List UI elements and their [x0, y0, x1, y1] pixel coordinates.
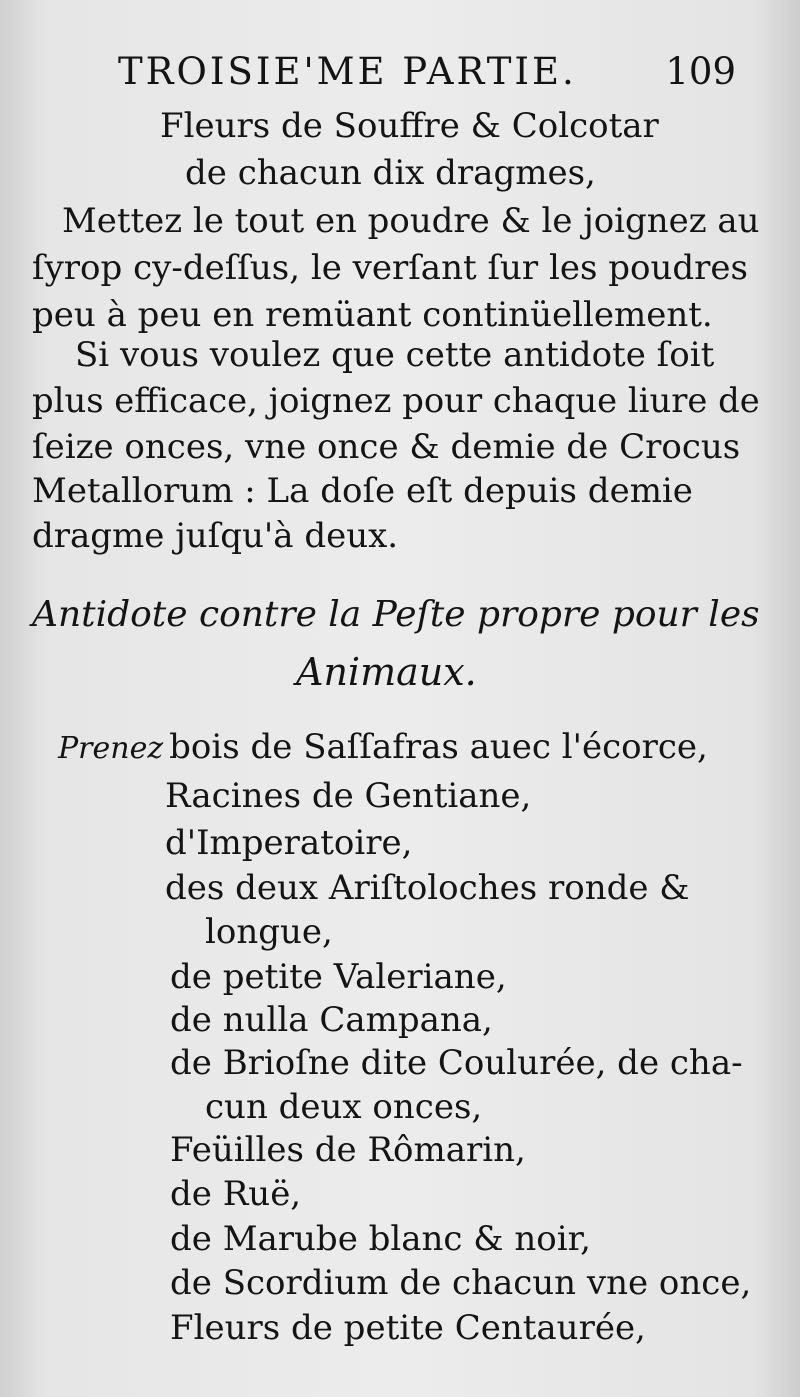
page-number: 109 — [665, 50, 736, 93]
recipe-line: de Ruë, — [170, 1174, 302, 1214]
paragraph-line: Si vous voulez que cette antidote ſoit — [75, 335, 715, 375]
recipe-line: de Brioſne dite Coulurée, de cha- — [170, 1043, 743, 1083]
running-head — [118, 50, 736, 93]
recipe-line: cun deux onces, — [205, 1087, 483, 1127]
paragraph-line: plus efficace, joignez pour chaque liure de — [32, 381, 760, 420]
recipe-lead-word: Prenez — [58, 731, 164, 766]
recipe-first-line — [58, 727, 708, 769]
recipe-line: longue, — [205, 912, 333, 952]
paragraph-line: dragme juſqu'à deux. — [32, 516, 399, 556]
paragraph-line: Metallorum : La doſe eſt depuis demie — [32, 471, 693, 511]
recipe-line: bois de Saſſafras auec l'écorce, — [169, 727, 708, 767]
section-title-line: Animaux. — [296, 650, 477, 694]
paragraph-line: Mettez le tout en poudre & le joignez au — [62, 201, 760, 241]
recipe-intro-line: Fleurs de Souffre & Colcotar — [160, 106, 659, 146]
section-title-line: Antidote contre la Peſte propre pour les — [32, 594, 760, 635]
paragraph-line: peu à peu en remüant continüellement. — [32, 295, 713, 335]
recipe-intro-line: de chacun dix dragmes, — [185, 153, 596, 193]
running-head-title: TROISIE'ME PARTIE. — [118, 50, 577, 93]
paragraph-line: ſyrop cy-deſſus, le verſant ſur les poudres — [32, 248, 748, 288]
recipe-line: de petite Valeriane, — [170, 957, 507, 997]
recipe-line: des deux Ariſtoloches ronde & — [165, 868, 690, 908]
recipe-line: Feüilles de Rômarin, — [170, 1130, 526, 1170]
recipe-line: d'Imperatoire, — [165, 823, 413, 863]
recipe-line: de Scordium de chacun vne once, — [170, 1263, 752, 1303]
recipe-line: Fleurs de petite Centaurée, — [170, 1308, 646, 1348]
recipe-line: de Marube blanc & noir, — [170, 1219, 591, 1259]
paragraph-line: ſeize onces, vne once & demie de Crocus — [32, 427, 741, 467]
recipe-line: de nulla Campana, — [170, 1000, 493, 1040]
recipe-line: Racines de Gentiane, — [165, 776, 532, 816]
